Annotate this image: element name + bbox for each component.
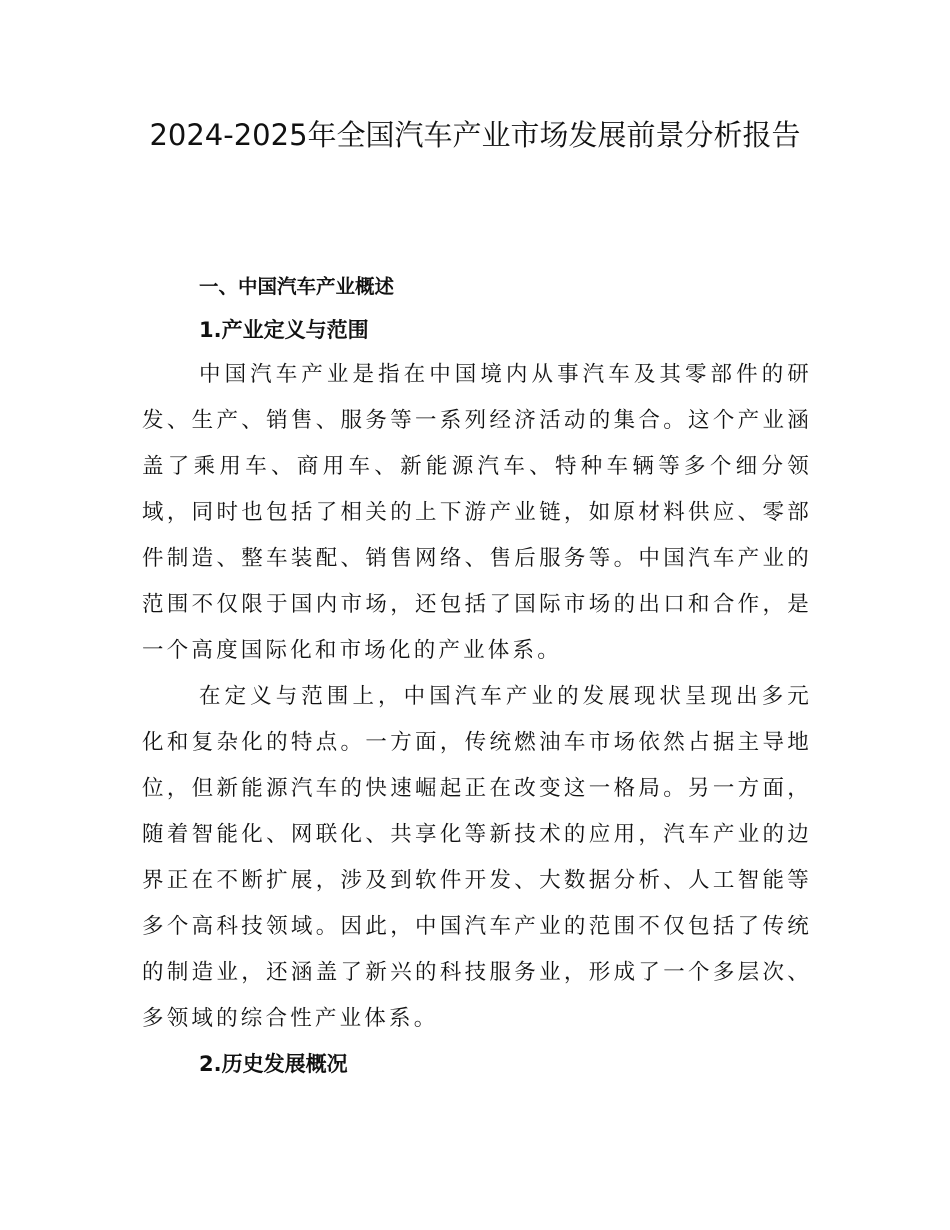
document-title: 2024-2025年全国汽车产业市场发展前景分析报告 — [149, 118, 801, 152]
section-heading: 一、中国汽车产业概述 — [199, 275, 395, 298]
document-body — [142, 266, 812, 1086]
paragraph: 在定义与范围上，中国汽车产业的发展现状呈现出多元化和复杂化的特点。一方面，传统燃油车市场依然占据主导地位，但新能源汽车的快速崛起正在改变这一格局。另一方面，随着智能化、网联化、共享化等新技术的应用，汽车产业的边界正在不断扩展，涉及到软件开发、大数据分析、人工智能等多个高科技领域。因此，中国汽车产业的范围不仅包括了传统的制造业，还涵盖了新兴的科技服务业，形成了一个多层次、多领域的综合性产业体系。 — [142, 684, 812, 1031]
subsection-heading: 2.历史发展概况 — [199, 1052, 348, 1076]
subsection-heading: 1.产业定义与范围 — [199, 318, 369, 342]
paragraph: 中国汽车产业是指在中国境内从事汽车及其零部件的研发、生产、销售、服务等一系列经济活动的集合。这个产业涵盖了乘用车、商用车、新能源汽车、特种车辆等多个细分领域，同时也包括了相关的上下游产业链，如原材料供应、零部件制造、整车装配、销售网络、售后服务等。中国汽车产业的范围不仅限于国内市场，还包括了国际市场的出口和合作，是一个高度国际化和市场化的产业体系。 — [142, 362, 812, 663]
